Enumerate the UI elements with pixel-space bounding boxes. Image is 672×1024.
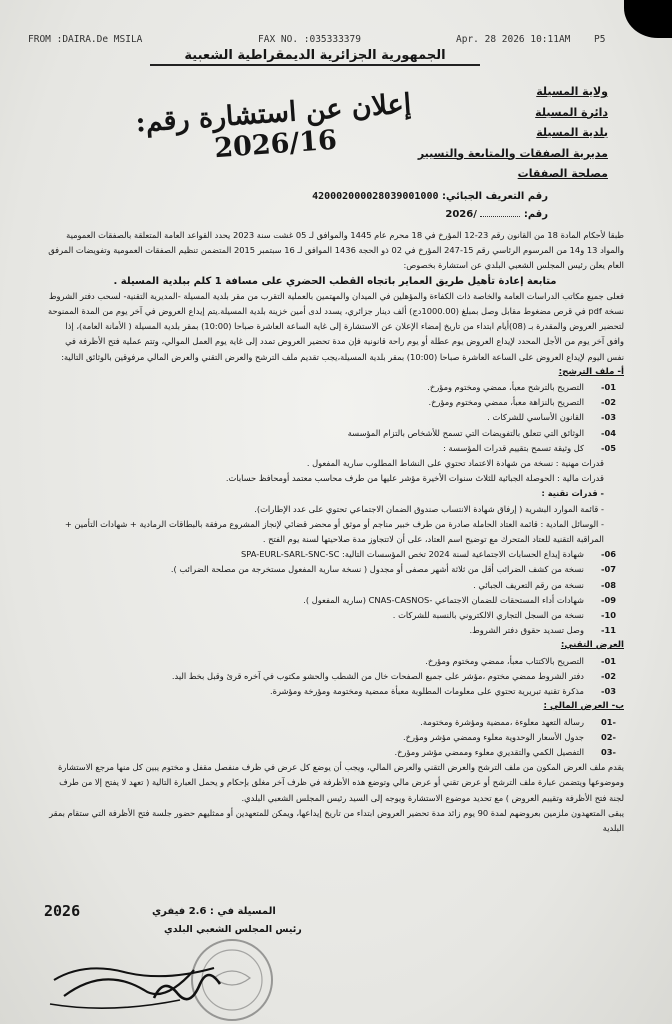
signature-year: 2026 — [44, 902, 81, 920]
fiscal-id-line — [248, 191, 548, 202]
reference-line — [248, 209, 548, 220]
capacity-financial: قدرات مالية : الحوصلة الجبائية للثلاث سنوات الأخيرة مؤشر عليها من طرف محاسب معتمد أومحافظ حسابات. — [225, 473, 604, 484]
list-item: 11- وصل تسديد حقوق دفتر الشروط. — [469, 625, 616, 636]
fax-page-number: P5 — [594, 34, 606, 45]
reference-value: /2026 — [445, 209, 477, 220]
intro-paragraph: طبقا لأحكام المادة 18 من القانون رقم 23-12 المؤرخ في 18 محرم عام 1445 والموافق لـ 05 غشت سنة 2023 يحدد القواعد العامة المتعلقة بالصفقات العمومية والمواد 13 و14 من المرسوم الرئاسي رقم 15-247 المؤرخ في 02 ذو الحجة 1436 الموافق لـ 16 سبتمبر 2015 المتضمن تنظيم الصفقات العمومية وتفويضات المرفق العام يعلن رئيس المجلس الشعبي البلدي عن استشارة بخصوص: — [48, 230, 624, 271]
list-item: 07- نسخة من كشف الضرائب أقل من ثلاثة أشهر مصفى أو مجدول ( نسخة سارية المفعول مستخرجة من مصلحة الضرائب ). — [170, 564, 616, 575]
fax-number: FAX NO. :035333379 — [258, 34, 361, 45]
instructions-paragraph: فعلى جميع مكاتب الدراسات العامة والخاصة ذات الكفاءة والمؤهلين في الميدان والمهتمين بالعملية التقرب من مقر بلدية المسيلة -المديرية التقنية- لسحب دفتر الشروط نسخة pdf في قرص مضغوط مقابل وصل بمبلغ (1000.00دج) ألف دينار جزائري، يسدد لدى أمين خزينة بلدية المسيلة.يتم إيداع العروض في آخر يوم من المدة الممنوحة لتحضير العروض والمقدرة بـ (08)أيام ابتداء من تاريخ إمضاء الإعلان عن الاستشارة إلى غاية الساعة العاشرة صباحا (10:00) بمقر بلدية المسيلة ( الأمانة العامة)، إذا وافق آخر يوم من الأجل المحدد لإيداع العروض يوم عطلة أو يوم راحة قانونية فإن مدة تحضير العروض تمدد إلى غاية يوم العمل الموالي، وتتم عملية فتح الأظرفة في نفس اليوم لإيداع العروض على الساعة العاشرة صباحا (10:00) بمقر بلدية المسيلة،يجب تقديم ملف الترشح والعرض التقني والعرض المالي مرفوقين بالوثائق التالية: — [48, 290, 624, 362]
fiscal-id-label: رقم التعريف الجبائي: — [441, 191, 548, 202]
reference-label: رقم: — [523, 209, 548, 220]
technical-capacity-item: - الوسائل المادية : قائمة العتاد الحاملة صادرة من طرف خبير مناجم أو موثق أو محضر قضائي لإنجاز المشروع مرفقة بالبطاقات الرمادية + شهادات التأمين + المراقبة التقنية للعتاد المتحرك مع توضيح اسم العتاد، على أن لاتتجاوز مدة صلاحيتها لسنة يوم الفتح . — [64, 518, 604, 545]
list-item: 08- نسخة من رقم التعريف الجبائي . — [473, 579, 616, 590]
technical-capacity-item: - قائمة الموارد البشرية ( إرفاق شهادة الانتساب صندوق الضمان الاجتماعي تحتوي على عدد الإطارات). — [254, 503, 604, 514]
authority-line: ولاية المسيلة — [536, 85, 608, 98]
list-item: 01- التصريح بالاكتتاب معبأ، ممضي ومختوم ومؤرخ. — [425, 655, 616, 666]
notice-body — [46, 228, 624, 836]
authority-line: دائرة المسيلة — [535, 105, 608, 119]
list-item: 03- مذكرة تقنية تبريرية تحتوي على معلومات المطلوبة معبأة ممضية ومختومة ومؤرخة ومؤشرة. — [269, 686, 616, 697]
fax-from: FROM :DAIRA.De MSILA — [28, 34, 143, 45]
section-technical-offer: العرض التقني: — [560, 640, 624, 651]
consultation-subject: متابعة إعادة تأهيل طريق العماير باتجاه القطب الحضري على مسافة 1 كلم ببلدية المسيلة . — [113, 275, 557, 287]
authority-line: بلدية المسيلة — [536, 126, 608, 139]
authority-line: مصلحة الصفقات — [517, 167, 608, 180]
list-item: 02- دفتر الشروط ممضي مختوم ،مؤشر على جميع الصفحات خال من الشطب والحشو مكتوب في آخره قرئ وقبل بخط اليد. — [171, 670, 616, 681]
fax-date: Apr. 28 2026 10:11AM — [456, 34, 571, 45]
list-item: 02- التصريح بالنزاهة معبأ، ممضي ومختوم ومؤرخ. — [428, 397, 616, 408]
list-item: 06- شهادة إيداع الحسابات الاجتماعية لسنة 2024 تخص المؤسسات التالية: SPA-EURL-SARL-SNC-SC — [240, 549, 616, 560]
signature-block — [44, 898, 302, 1024]
list-item: -01 رسالة التعهد معلوءة ،ممضية ومؤشرة ومختومة. — [420, 716, 616, 727]
list-item: -03 التفصيل الكمي والتقديري معلوء وممضي مؤشر ومؤرخ. — [394, 746, 616, 757]
closing-paragraph-2: يبقى المتعهدون ملزمين بعروضهم لمدة 90 يوم زائد مدة تحضير العروض ابتداء من تاريخ إيداعها، ويمكن للمتعهدين أو ممثليهم حضور جلسة فتح الأظرفة التي ستقام بمقر البلدية — [49, 807, 624, 833]
signature-title: رئيس المجلس الشعبي البلدي — [164, 924, 302, 935]
republic-heading: الجمهورية الجزائرية الديمقراطية الشعبية — [150, 48, 480, 66]
list-item: 09- شهادات أداء المستحقات للضمان الاجتماعي -CNAS-CASNOS (سارية المفعول ). — [303, 594, 616, 605]
authority-line: مديرية الصفقات والمتابعة والتسيير — [417, 146, 608, 160]
scan-corner-shadow — [624, 0, 672, 38]
signature-place-date: المسيلة في : 2.6 فيفري — [152, 906, 276, 917]
capacity-technical: - قدرات تقنية : — [541, 488, 604, 499]
handwritten-signature — [44, 918, 274, 1018]
list-item: -02 جدول الأسعار الوحدوية معلوء وممضي مؤشر ومؤرخ. — [403, 731, 616, 742]
section-financial-offer: ب- العرض المالي : — [543, 701, 624, 712]
list-item: 04- الوثائق التي تتعلق بالتفويضات التي تسمح للأشخاص بالتزام المؤسسة — [347, 427, 616, 438]
closing-paragraph: يقدم ملف العرض المكون من ملف الترشح والعرض التقني والعرض المالي، ويجب أن يوضع كل عرض في ظرف منفصل مقفل و مختوم يبين كل منها مرجع الاستشارة وموضوعها ويتضمن عبارة ملف الترشح أو عرض تقني أو عرض مالي وتوضع هذه الأظرفة في ظرف آخر مغلق بإحكام و يحمل العبارة التالية ( تعهد لا يفتح إلا من طرف لجنة فتح الأظرفة وتقييم العروض ) مع تحديد موضوع الاستشارة ويوجه إلى السيد رئيس المجلس الشعبي البلدي. — [58, 762, 624, 803]
list-item: 10- نسخة من السجل التجاري الالكتروني بالنسبة للشركات . — [392, 610, 616, 621]
capacity-professional: قدرات مهنية : نسخة من شهادة الاعتماد تحتوي على النشاط المطلوب سارية المفعول . — [306, 458, 604, 469]
list-item: 05- كل وثيقة تسمح بتقييم قدرات المؤسسة : — [443, 442, 616, 453]
list-item: 01- التصريح بالترشح معبأ، ممضي ومختوم ومؤرخ. — [427, 382, 616, 393]
fiscal-id-value: 420002000028039001000 — [312, 191, 439, 202]
notice-title: إعلان عن استشارة رقم: 2026/16 — [134, 88, 413, 165]
list-item: 03- القانون الأساسي للشركات . — [487, 412, 616, 423]
section-candidacy: أ- ملف الترشح: — [558, 366, 624, 377]
